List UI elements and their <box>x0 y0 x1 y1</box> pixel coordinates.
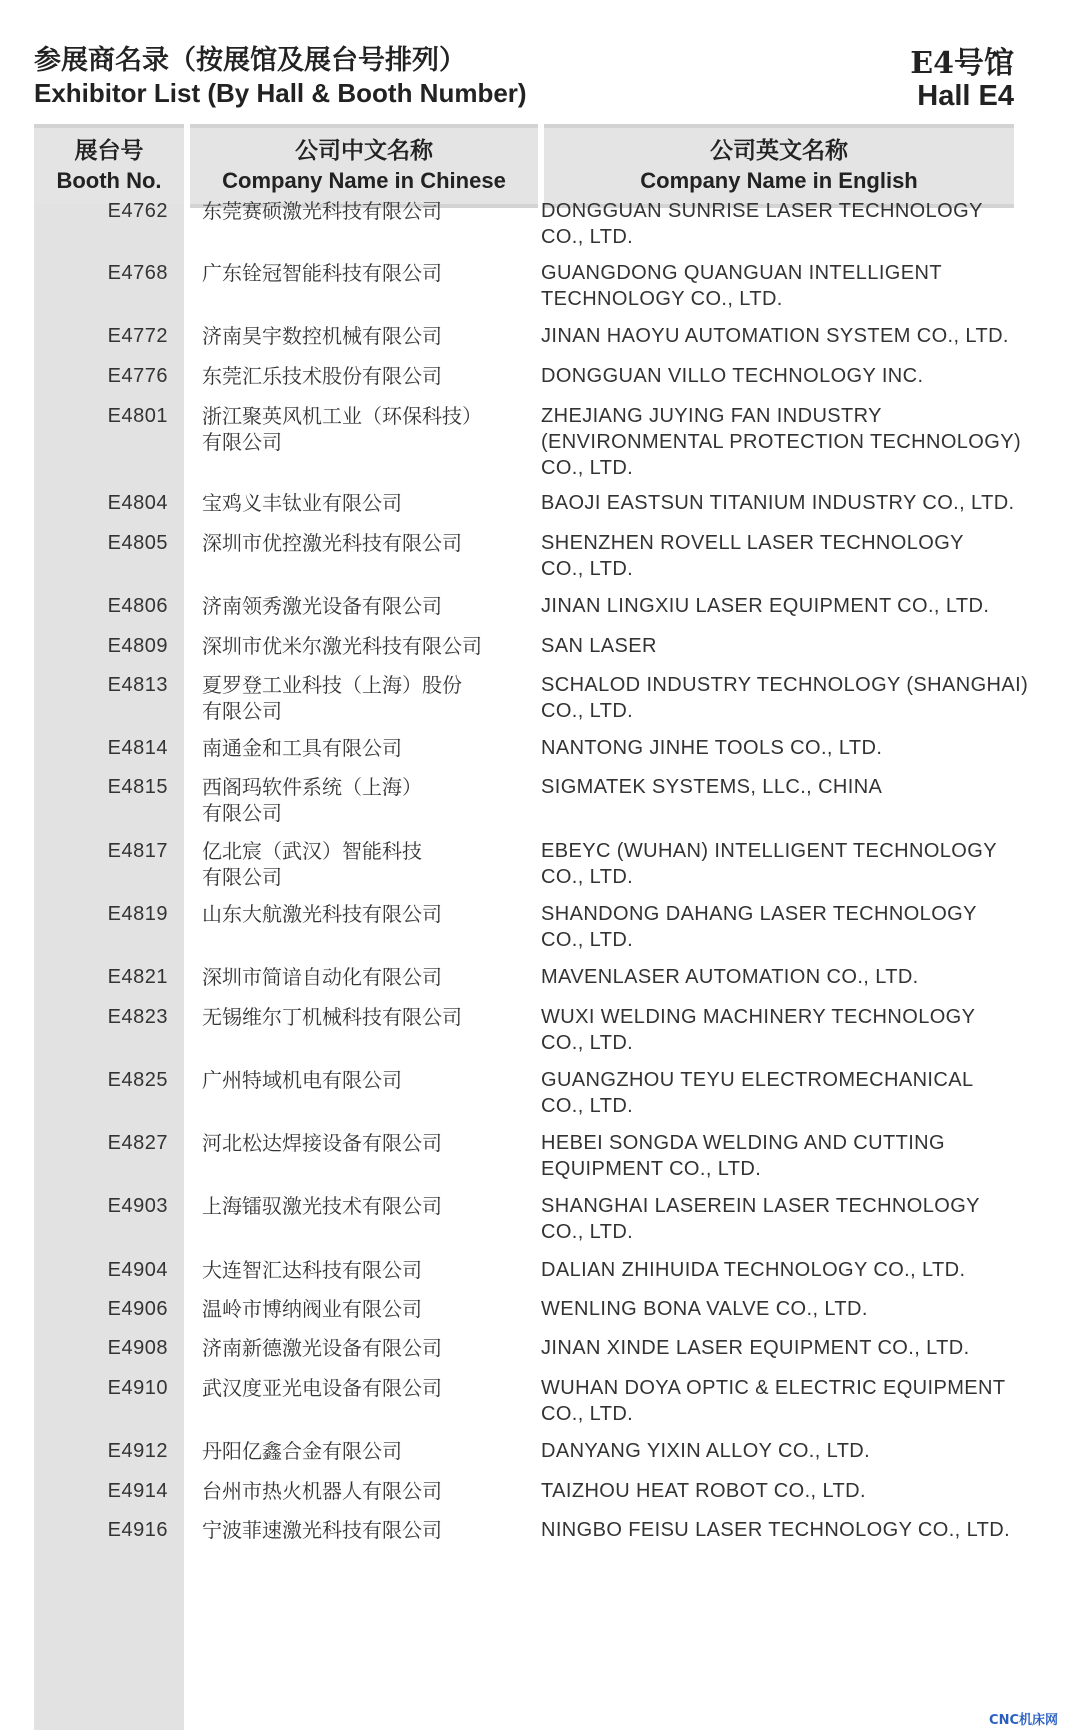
company-name-english: DANYANG YIXIN ALLOY CO., LTD. <box>541 1440 871 1462</box>
booth-number: E4908 <box>107 1337 168 1359</box>
company-name-chinese: 东莞赛硕激光科技有限公司 <box>202 199 442 223</box>
booth-number: E4805 <box>107 532 168 554</box>
column-header-english-name <box>544 124 1014 208</box>
company-name-english: GUANGDONG QUANGUAN INTELLIGENT TECHNOLOGY CO., LTD. <box>541 262 942 310</box>
company-name-chinese: 深圳市优控激光科技有限公司 <box>202 531 462 555</box>
booth-number: E4814 <box>107 737 168 759</box>
booth-number: E4762 <box>107 200 168 222</box>
column-header-booth-en: Booth No. <box>56 168 162 193</box>
company-name-english: GUANGZHOU TEYU ELECTROMECHANICAL CO., LTD. <box>541 1069 974 1117</box>
column-header-english-name-en: Company Name in English <box>640 168 918 193</box>
company-name-chinese: 西阁玛软件系统（上海） 有限公司 <box>202 775 422 825</box>
booth-number: E4801 <box>107 405 168 427</box>
booth-number: E4821 <box>107 966 168 988</box>
company-name-chinese: 深圳市简谙自动化有限公司 <box>202 965 442 989</box>
booth-number: E4912 <box>107 1440 168 1462</box>
company-name-english: JINAN LINGXIU LASER EQUIPMENT CO., LTD. <box>541 595 990 617</box>
column-header-english-name-cn: 公司英文名称 <box>710 137 848 164</box>
company-name-chinese: 济南新德激光设备有限公司 <box>202 1336 442 1360</box>
booth-number: E4817 <box>107 840 168 862</box>
company-name-chinese: 无锡维尔丁机械科技有限公司 <box>202 1005 462 1029</box>
company-name-english: MAVENLASER AUTOMATION CO., LTD. <box>541 966 919 988</box>
booth-number: E4804 <box>107 492 168 514</box>
company-name-chinese: 广东铨冠智能科技有限公司 <box>202 261 442 285</box>
hall-label-chinese: E4号馆 <box>910 46 1014 81</box>
booth-number: E4916 <box>107 1519 168 1541</box>
company-name-english: WENLING BONA VALVE CO., LTD. <box>541 1298 868 1320</box>
company-name-english: ZHEJIANG JUYING FAN INDUSTRY (ENVIRONMENTAL PROTECTION TECHNOLOGY) CO., LTD. <box>541 405 1022 479</box>
booth-number: E4825 <box>107 1069 168 1091</box>
company-name-chinese: 宁波菲速激光科技有限公司 <box>202 1518 442 1542</box>
company-name-chinese: 台州市热火机器人有限公司 <box>202 1479 442 1503</box>
company-name-english: DONGGUAN VILLO TECHNOLOGY INC. <box>541 365 924 387</box>
company-name-chinese: 温岭市博纳阀业有限公司 <box>202 1297 422 1321</box>
booth-number: E4806 <box>107 595 168 617</box>
company-name-english: DONGGUAN SUNRISE LASER TECHNOLOGY CO., LTD. <box>541 200 983 248</box>
company-name-english: BAOJI EASTSUN TITANIUM INDUSTRY CO., LTD. <box>541 492 1015 514</box>
column-header-chinese-name <box>190 124 538 208</box>
company-name-chinese: 上海镭驭激光技术有限公司 <box>202 1194 442 1218</box>
company-name-english: JINAN XINDE LASER EQUIPMENT CO., LTD. <box>541 1337 970 1359</box>
booth-number: E4914 <box>107 1480 168 1502</box>
booth-number: E4768 <box>107 262 168 284</box>
company-name-chinese: 亿北宸（武汉）智能科技 有限公司 <box>202 839 422 889</box>
booth-number: E4910 <box>107 1377 168 1399</box>
watermark: CNC机床网 <box>989 1713 1058 1728</box>
hall-label-english: Hall E4 <box>917 80 1014 112</box>
column-header-chinese-name-cn: 公司中文名称 <box>295 137 433 164</box>
table-header <box>34 124 1014 204</box>
company-name-english: SHANDONG DAHANG LASER TECHNOLOGY CO., LTD. <box>541 903 977 951</box>
company-name-chinese: 山东大航激光科技有限公司 <box>202 902 442 926</box>
booth-number: E4903 <box>107 1195 168 1217</box>
company-name-english: SHANGHAI LASEREIN LASER TECHNOLOGY CO., LTD. <box>541 1195 980 1243</box>
company-name-chinese: 深圳市优米尔激光科技有限公司 <box>202 634 482 658</box>
company-name-english: NINGBO FEISU LASER TECHNOLOGY CO., LTD. <box>541 1519 1011 1541</box>
company-name-chinese: 东莞汇乐技术股份有限公司 <box>202 364 442 388</box>
company-name-english: SIGMATEK SYSTEMS, LLC., CHINA <box>541 776 883 798</box>
company-name-english: JINAN HAOYU AUTOMATION SYSTEM CO., LTD. <box>541 325 1009 347</box>
company-name-english: SHENZHEN ROVELL LASER TECHNOLOGY CO., LTD. <box>541 532 964 580</box>
company-name-english: SAN LASER <box>541 635 657 657</box>
company-name-chinese: 夏罗登工业科技（上海）股份 有限公司 <box>202 673 462 723</box>
page-title-chinese: 参展商名录（按展馆及展台号排列） <box>34 45 466 76</box>
company-name-english: WUXI WELDING MACHINERY TECHNOLOGY CO., LTD. <box>541 1006 976 1054</box>
company-name-english: TAIZHOU HEAT ROBOT CO., LTD. <box>541 1480 866 1502</box>
company-name-english: SCHALOD INDUSTRY TECHNOLOGY (SHANGHAI) CO., LTD. <box>541 674 1029 722</box>
booth-number: E4819 <box>107 903 168 925</box>
company-name-chinese: 浙江聚英风机工业（环保科技） 有限公司 <box>202 404 482 454</box>
page-title-english: Exhibitor List (By Hall & Booth Number) <box>34 78 527 108</box>
company-name-english: NANTONG JINHE TOOLS CO., LTD. <box>541 737 883 759</box>
company-name-english: WUHAN DOYA OPTIC & ELECTRIC EQUIPMENT CO., LTD. <box>541 1377 1006 1425</box>
column-header-booth <box>34 124 184 208</box>
company-name-chinese: 宝鸡义丰钛业有限公司 <box>202 491 402 515</box>
company-name-chinese: 济南领秀激光设备有限公司 <box>202 594 442 618</box>
booth-number: E4904 <box>107 1259 168 1281</box>
booth-number: E4815 <box>107 776 168 798</box>
booth-number: E4776 <box>107 365 168 387</box>
company-name-chinese: 武汉度亚光电设备有限公司 <box>202 1376 442 1400</box>
company-name-chinese: 南通金和工具有限公司 <box>202 736 402 760</box>
company-name-chinese: 广州特域机电有限公司 <box>202 1068 402 1092</box>
company-name-chinese: 丹阳亿鑫合金有限公司 <box>202 1439 402 1463</box>
booth-number: E4823 <box>107 1006 168 1028</box>
booth-number: E4809 <box>107 635 168 657</box>
column-header-booth-cn: 展台号 <box>74 137 144 164</box>
column-header-chinese-name-en: Company Name in Chinese <box>222 168 506 193</box>
booth-number: E4772 <box>107 325 168 347</box>
booth-number: E4906 <box>107 1298 168 1320</box>
company-name-english: DALIAN ZHIHUIDA TECHNOLOGY CO., LTD. <box>541 1259 966 1281</box>
page-header <box>34 38 1014 118</box>
company-name-chinese: 河北松达焊接设备有限公司 <box>202 1131 442 1155</box>
company-name-english: HEBEI SONGDA WELDING AND CUTTING EQUIPMENT CO., LTD. <box>541 1132 945 1180</box>
company-name-chinese: 济南昊宇数控机械有限公司 <box>202 324 442 348</box>
company-name-english: EBEYC (WUHAN) INTELLIGENT TECHNOLOGY CO., LTD. <box>541 840 997 888</box>
company-name-chinese: 大连智汇达科技有限公司 <box>202 1258 422 1282</box>
booth-number: E4827 <box>107 1132 168 1154</box>
booth-number: E4813 <box>107 674 168 696</box>
